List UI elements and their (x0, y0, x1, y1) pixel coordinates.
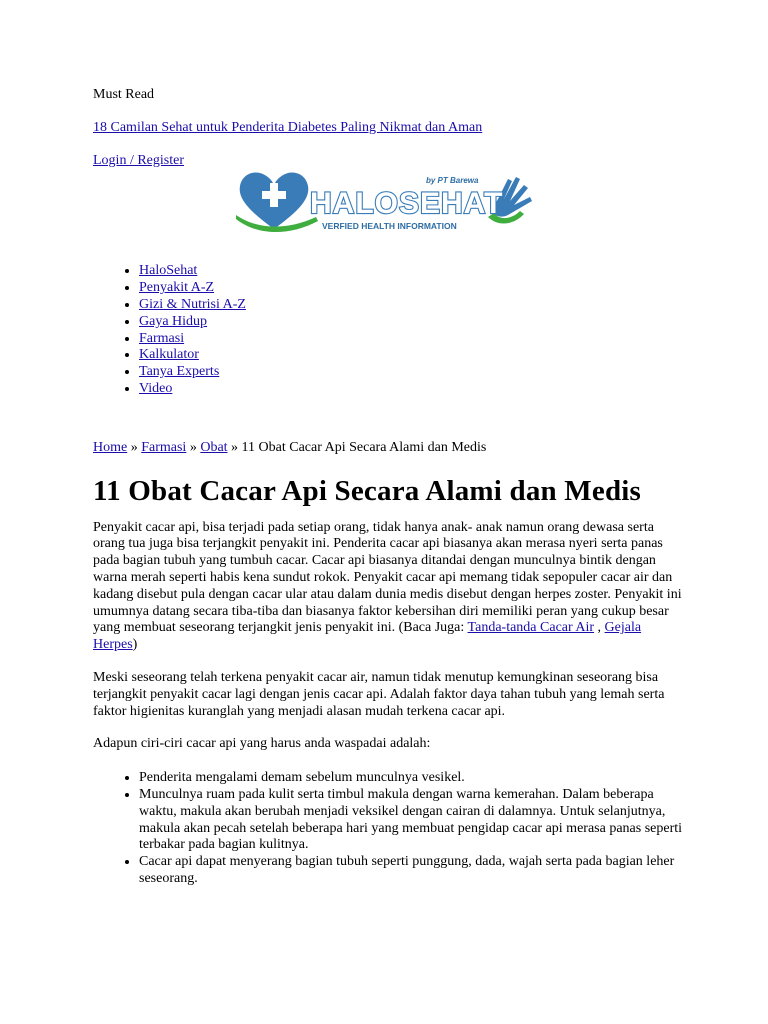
link-separator: , (594, 620, 605, 636)
article-paragraph-2: Meski seseorang telah terkena penyakit cacar air, namun tidak menutup kemungkinan seseorang bisa terjangkit penyakit cacar lagi dengan jenis cacar api. Adalah faktor daya tahan tubuh yang lemah serta faktor higienitas kuranglah yang menjadi alasan mudah terkena cacar api. (93, 669, 665, 719)
main-nav (93, 263, 683, 397)
breadcrumb-current: 11 Obat Cacar Api Secara Alami dan Medis (241, 439, 487, 455)
login-register-link[interactable]: Login / Register (93, 152, 184, 168)
article-paragraph-3: Adapun ciri-ciri cacar api yang harus anda waspadai adalah: (93, 736, 431, 752)
page-content (93, 87, 683, 888)
symptom-list (93, 770, 683, 888)
halosehat-logo[interactable] (236, 169, 536, 239)
logo-brand-text: HALOSEHAT (310, 187, 504, 221)
breadcrumb-home-link[interactable]: Home (93, 439, 128, 455)
nav-item-farmasi (139, 331, 683, 348)
article-title: 11 Obat Cacar Api Secara Alami dan Medis (93, 474, 642, 507)
nav-item-penyakit (139, 280, 683, 297)
nav-item-halosehat (139, 263, 683, 280)
nav-link-video[interactable]: Video (139, 380, 173, 396)
nav-item-kalkulator (139, 347, 683, 364)
list-item: • Penderita mengalami demam sebelum munculnya vesikel. (139, 770, 683, 787)
must-read-heading: Must Read (93, 87, 155, 102)
link-gejala-herpes[interactable]: Gejala Herpes (93, 620, 642, 653)
nav-link-farmasi[interactable]: Farmasi (139, 330, 185, 346)
nav-link-penyakit[interactable]: Penyakit A-Z (139, 280, 215, 296)
nav-link-halosehat[interactable]: HaloSehat (139, 263, 198, 279)
paragraph-1-text: Penyakit cacar api, bisa terjadi pada setiap orang, tidak hanya anak- anak namun orang dewasa serta orang tua juga bisa terjangkit penyakit ini. Penderita cacar api biasanya akan merasa nyeri serta panas pada bagian tubuh yang tumbuh cacar. Cacar api biasanya ditandai dengan munculnya bintik dengan warna merah seperti habis kena sundut rokok. Penyakit cacar api memang tidak sepopuler cacar air dan kadang disebut pula dengan cacar ular atau dalam dunia medis disebut dengan herpes zoster. Penyakit ini umumnya datang secara tiba-tiba dan biasanya faktor kebersihan diri memiliki peran yang cukup besar yang membuat seseorang terjangkit jenis penyakit ini. (Baca Juga: (93, 519, 682, 636)
must-read-article-link[interactable]: 18 Camilan Sehat untuk Penderita Diabetes Paling Nikmat dan Aman (93, 119, 483, 135)
close-paren: ) (132, 637, 138, 653)
nav-link-gizi-nutrisi[interactable]: Gizi & Nutrisi A-Z (139, 296, 246, 312)
list-item: • Cacar api dapat menyerang bagian tubuh seperti punggung, dada, wajah serta pada bagian leher seseorang. (139, 854, 683, 888)
breadcrumb-farmasi-link[interactable]: Farmasi (141, 439, 187, 455)
nav-link-gaya-hidup[interactable]: Gaya Hidup (139, 313, 208, 329)
nav-link-kalkulator[interactable]: Kalkulator (139, 347, 199, 363)
link-tanda-tanda-cacar-air[interactable]: Tanda-tanda Cacar Air (467, 620, 595, 636)
auth-paragraph (93, 153, 683, 170)
nav-link-tanya-experts[interactable]: Tanya Experts (139, 364, 220, 380)
list-item: • Munculnya ruam pada kulit serta timbul makula dengan warna kemerahan. Dalam beberapa waktu, makula akan berubah menjadi veksikel dengan cairan di dalamnya. Untuk selanjutnya, makula akan pecah setelah beberapa hari yang membuat pengidap cacar api merasa panas seperti terbakar pada bagian kulitnya. (139, 787, 683, 854)
nav-item-video (139, 381, 683, 398)
nav-item-gaya-hidup (139, 314, 683, 331)
breadcrumb (93, 440, 683, 457)
breadcrumb-separator: » (186, 439, 201, 455)
nav-item-tanya-experts (139, 364, 683, 381)
nav-item-gizi-nutrisi (139, 297, 683, 314)
article-paragraph-1 (93, 520, 683, 654)
breadcrumb-obat-link[interactable]: Obat (200, 439, 228, 455)
breadcrumb-separator: » (227, 439, 242, 455)
logo-byline-text: by PT Barewa (426, 176, 479, 186)
logo-tagline-text: VERFIED HEALTH INFORMATION (322, 221, 457, 232)
breadcrumb-separator: » (127, 439, 142, 455)
must-read-paragraph (93, 120, 683, 137)
halosehat-logo-graphic (236, 169, 536, 239)
